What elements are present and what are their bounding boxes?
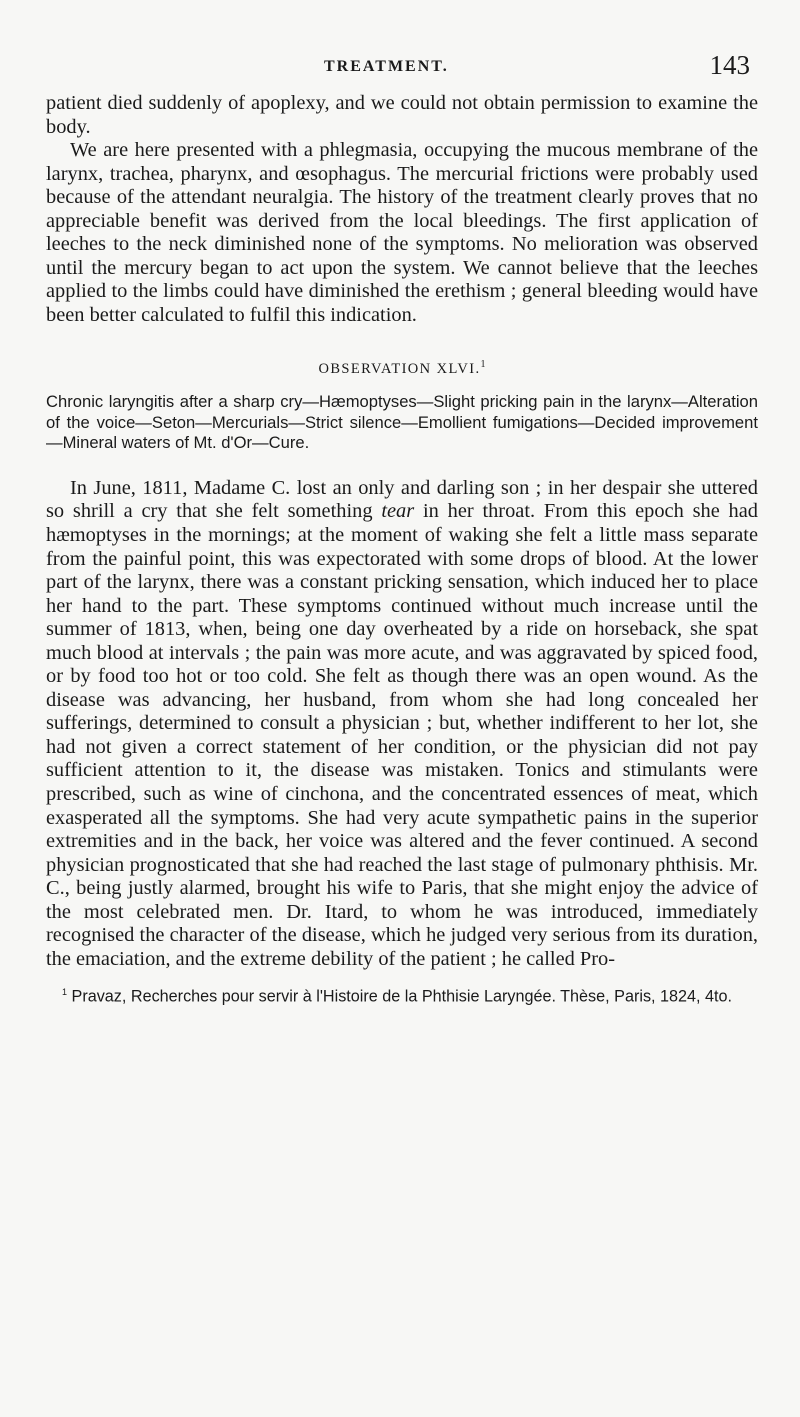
footnote-marker: 1 xyxy=(62,987,68,998)
intro-paragraph-commentary: We are here presented with a phlegmasia, occupying the mucous membrane of the larynx, trachea, pharynx, and œsophagus. The mercurial frictions were probably used because of the attendant neuralgia. The history of the treatment clearly proves that no appreciable benefit was derived from the local bleedings. The first application of leeches to the neck diminished none of the symptoms. No melioration was observed until the mercury began to act upon the system. We cannot believe that the leeches applied to the limbs could have diminished the erethism ; general bleeding would have been better calculated to fulfil this indication. xyxy=(46,139,758,326)
footnote-text: Pravaz, Recherches pour servir à l'Histoire de la Phthisie Laryngée. Thèse, Paris, 1824, 4to. xyxy=(71,987,733,1006)
running-title: TREATMENT. xyxy=(324,58,449,75)
running-head xyxy=(46,0,758,92)
observation-heading xyxy=(46,359,758,378)
footnote xyxy=(46,983,758,1006)
page-number: 143 xyxy=(709,50,750,80)
observation-heading-text: OBSERVATION XLVI. xyxy=(318,361,481,378)
book-page xyxy=(46,0,758,1007)
case-text-italic: tear xyxy=(381,500,415,523)
case-text-start: In June, 1811, Madame C. lost an only and darling son ; in her despair she uttered so shrill a cry that she felt something xyxy=(46,476,758,523)
case-paragraph xyxy=(46,477,758,971)
intro-paragraph-continued: patient died suddenly of apoplexy, and we could not obtain permission to examine the body. xyxy=(46,92,758,138)
observation-summary: Chronic laryngitis after a sharp cry—Hæmoptyses—Slight pricking pain in the larynx—Alteration of the voice—Seton—Mercurials—Strict silence—Emollient fumigations—Decided improvement—Mineral waters of Mt. d'Or—Cure. xyxy=(46,392,758,452)
footnote-reference[interactable]: 1 xyxy=(480,359,486,371)
case-text-rest: in her throat. From this epoch she had hæmoptyses in the mornings; at the moment of waking she felt a little mass separate from the painful point, this was expectorated with some drops of blood. At the lower part of the larynx, there was a constant pricking sensation, which induced her to place her hand to the part. These symptoms continued without much increase until the summer of 1813, when, being one day overheated by a ride on horseback, she spat much blood at intervals ; the pain was more acute, and was aggravated by spiced food, or by food too hot or too cold. She felt as though there was an open wound. As the disease was advancing, her husband, from whom she had long concealed her sufferings, determined to consult a physician ; but, whether indifferent to her lot, she had not given a correct statement of her condition, or the physician did not pay sufficient attention to it, the disease was mistaken. Tonics and stimulants were prescribed, such as wine of cinchona, and the concentrated essences of meat, which exasperated all the symptoms. She had very acute sympathetic pains in the superior extremities and in the back, her voice was altered and the fever continued. A second physician prognosticated that she had reached the last stage of pulmonary phthisis. Mr. C., being justly alarmed, brought his wife to Paris, that she might enjoy the advice of the most celebrated men. Dr. Itard, to whom he was introduced, immediately recognised the character of the disease, which he judged very serious from its duration, the emaciation, and the extreme debility of the patient ; he called Pro- xyxy=(46,500,758,970)
